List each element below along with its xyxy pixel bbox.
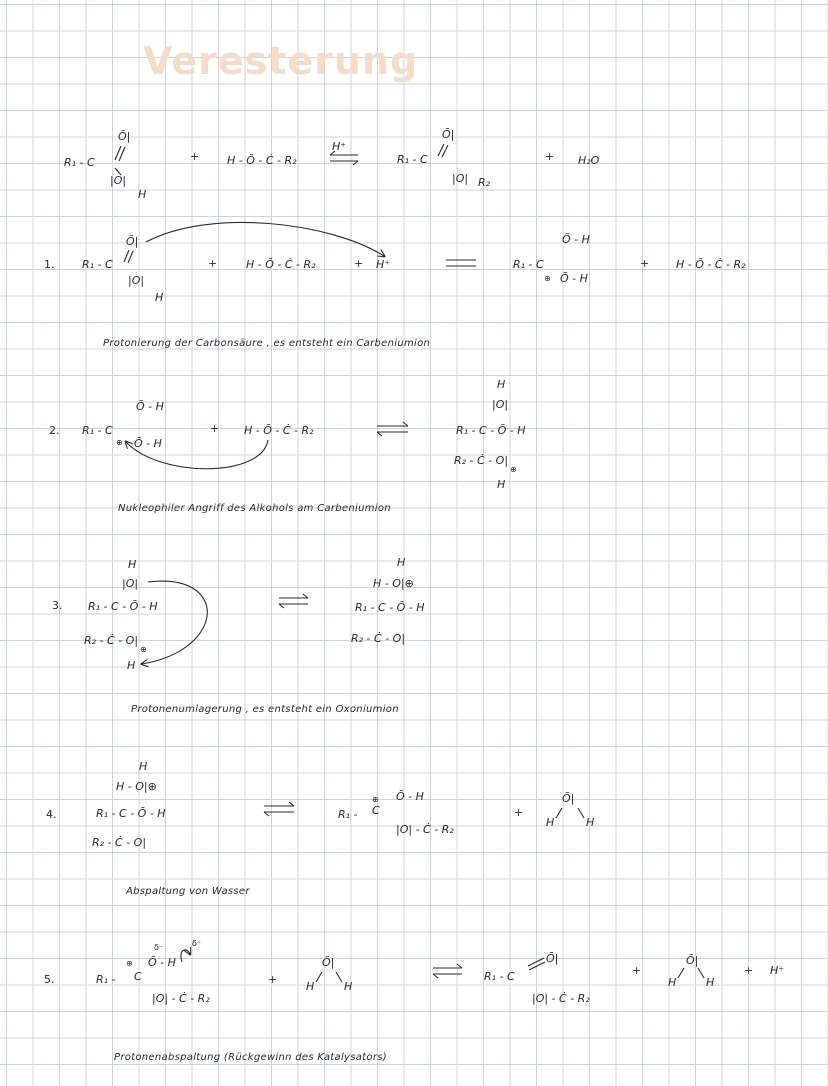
- step-2-alcohol: H - Ō - Ċ - R₂: [244, 424, 314, 437]
- step-5-delta-plus: δ⁺: [192, 939, 202, 948]
- step-1-number: 1.: [44, 258, 55, 271]
- step-4-water-h2: H: [586, 816, 595, 829]
- overall-ester-r2: R₂: [478, 176, 491, 189]
- step-2-product-main: R₁ - C - Ō - H: [456, 424, 526, 437]
- step-5-or: |O| - Ċ - R₂: [152, 992, 210, 1005]
- step-1-caption: Protonierung der Carbonsäure , es entsteht ein Carbeniumion: [103, 338, 431, 349]
- step-1-carbenium: R₁ - C: [513, 258, 544, 271]
- step-1: [44, 222, 746, 349]
- step-1-acid: R₁ - C: [82, 258, 113, 271]
- step-4-right-c: C: [372, 804, 380, 817]
- overall-water: H₂O: [578, 154, 600, 167]
- overall-reaction: [64, 128, 600, 201]
- step-2-caption: Nukleophiler Angriff des Alkohols am Carbeniumion: [118, 503, 391, 514]
- overall-ester-o: |O|: [452, 172, 469, 185]
- step-1-plus-3: +: [640, 257, 650, 270]
- step-5-oh: Ō - H: [148, 956, 176, 969]
- step-2-carbenium-oh-top: Ō - H: [136, 400, 164, 413]
- step-2-plus: +: [210, 422, 220, 435]
- step-2-carbenium-oh-bottom: Ō - H: [134, 437, 162, 450]
- step-2-product-charge: ⊕: [510, 465, 517, 474]
- step-4-left-main: R₁ - C - Ō - H: [96, 807, 166, 820]
- step-5-charge: ⊕: [126, 959, 133, 968]
- step-5-r1: R₁ -: [96, 973, 116, 986]
- step-2-positive-charge: ⊕: [116, 438, 123, 447]
- step-4-left-o: H - O|⊕: [116, 780, 157, 793]
- step-5-water2-o: Ō|: [686, 954, 699, 967]
- step-1-proton: H⁺: [376, 258, 391, 271]
- step-3-number: 3.: [52, 599, 63, 612]
- step-5-water2-h2: H: [706, 976, 715, 989]
- step-5: [44, 939, 784, 1063]
- step-4-right-r1: R₁ -: [338, 808, 358, 821]
- step-5-c: C: [134, 970, 142, 983]
- step-1-alcohol-right: H - Ō - Ċ - R₂: [676, 258, 746, 271]
- step-2-product-o: |O|: [492, 398, 509, 411]
- step-1-acid-carbonyl-o: Ō|: [126, 235, 139, 248]
- step-3-caption: Protonenumlagerung , es entsteht ein Oxoniumion: [131, 704, 399, 715]
- overall-ester-carbonyl-o: Ō|: [442, 128, 455, 141]
- step-4-water-h1: H: [546, 816, 555, 829]
- step-3-right-o: H - O|⊕: [373, 577, 414, 590]
- step-5-ester: R₁ - C: [484, 970, 515, 983]
- step-3-left-sub-h: H: [127, 659, 136, 672]
- step-4-right-or: |O| - Ċ - R₂: [396, 823, 454, 836]
- step-2-product-sub: R₂ - Ċ - O|: [454, 454, 509, 467]
- step-4-right-charge: ⊕: [372, 795, 379, 804]
- page-title: Veresterung: [143, 39, 419, 83]
- step-5-delta-minus: δ⁻: [154, 943, 164, 952]
- step-1-carbenium-oh-top: Ō - H: [562, 233, 590, 246]
- overall-acid-hydroxyl-h: H: [138, 188, 147, 201]
- step-5-water-h2: H: [344, 980, 353, 993]
- step-4-left-h: H: [139, 760, 148, 773]
- step-3-left-sub: R₂ - Ċ - O|: [84, 634, 139, 647]
- step-2: [49, 378, 526, 514]
- step-5-caption: Protonenabspaltung (Rückgewinn des Katalysators): [114, 1052, 387, 1063]
- step-3-right-sub: R₂ - Ċ - O|: [351, 632, 406, 645]
- step-3: [52, 556, 425, 715]
- step-4-caption: Abspaltung von Wasser: [126, 886, 250, 897]
- step-5-plus-3: +: [744, 964, 754, 977]
- step-5-water-h1: H: [306, 980, 315, 993]
- step-3-left-o: |O|: [122, 577, 139, 590]
- overall-alcohol: H - Ō - Ċ - R₂: [227, 154, 297, 167]
- step-5-ester-or: |O| - Ċ - R₂: [532, 992, 590, 1005]
- step-1-positive-charge: ⊕: [544, 274, 551, 283]
- step-3-left-main: R₁ - C - Ō - H: [88, 600, 158, 613]
- step-2-number: 2.: [49, 424, 60, 437]
- step-4: [46, 760, 594, 897]
- step-5-proton: H⁺: [770, 964, 785, 977]
- step-5-water-o: Ō|: [322, 956, 335, 969]
- step-3-right-h: H: [397, 556, 406, 569]
- step-2-product-h: H: [497, 378, 506, 391]
- overall-acid-backbone: R₁ - C: [64, 156, 95, 169]
- step-1-plus-2: +: [354, 257, 364, 270]
- step-5-number: 5.: [44, 973, 55, 986]
- step-2-carbenium: R₁ - C: [82, 424, 113, 437]
- step-4-left-sub: R₂ - Ċ - O|: [92, 836, 147, 849]
- step-3-left-h: H: [128, 558, 137, 571]
- step-4-water-o: Ō|: [562, 792, 575, 805]
- overall-catalyst: H⁺: [332, 140, 347, 153]
- overall-plus-1: +: [190, 150, 200, 163]
- overall-acid-hydroxyl-o: |O|: [110, 174, 127, 187]
- overall-acid-carbonyl-o: Ō|: [118, 130, 131, 143]
- step-5-water2-h1: H: [668, 976, 677, 989]
- step-2-product-sub-h: H: [497, 478, 506, 491]
- overall-plus-2: +: [545, 150, 555, 163]
- step-5-ester-carbonyl-o: Ō|: [546, 952, 559, 965]
- step-1-alcohol: H - Ō - Ċ - R₂: [246, 258, 316, 271]
- step-4-plus: +: [514, 806, 524, 819]
- step-4-right-oh: Ō - H: [396, 790, 424, 803]
- step-1-acid-hydroxyl-h: H: [155, 291, 164, 304]
- overall-ester-backbone: R₁ - C: [397, 153, 428, 166]
- step-1-acid-hydroxyl-o: |O|: [128, 274, 145, 287]
- step-4-number: 4.: [46, 808, 57, 821]
- step-3-right-main: R₁ - C - Ō - H: [355, 601, 425, 614]
- step-5-plus-2: +: [632, 964, 642, 977]
- step-1-carbenium-oh-bottom: Ō - H: [560, 272, 588, 285]
- step-3-left-charge: ⊕: [140, 645, 147, 654]
- step-1-plus-1: +: [208, 257, 218, 270]
- step-5-plus-1: +: [268, 973, 278, 986]
